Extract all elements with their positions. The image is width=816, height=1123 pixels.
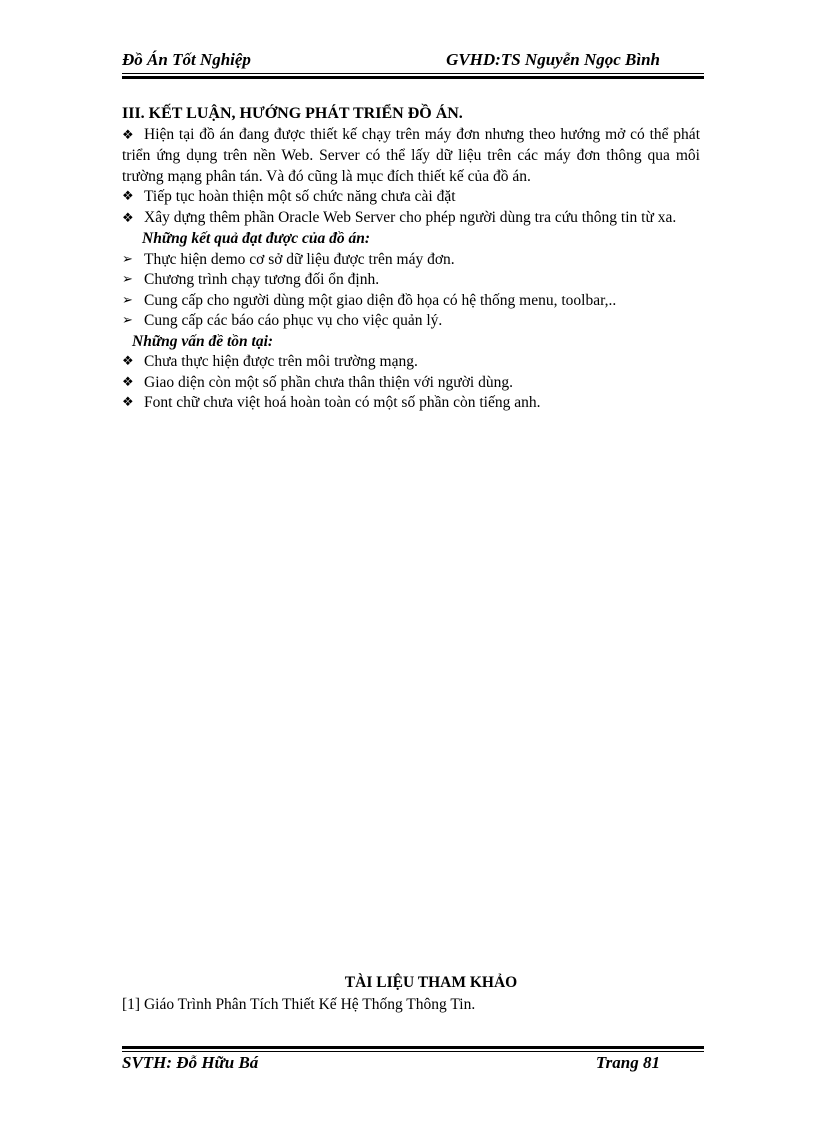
arrow-bullet-icon: ➢	[122, 272, 133, 287]
intro-item	[122, 187, 700, 208]
diamond-bullet-icon: ❖	[122, 354, 134, 369]
issue-item	[122, 352, 700, 373]
main-content	[122, 104, 700, 414]
footer-rule-thick	[122, 1046, 704, 1049]
header-rule-thin	[122, 73, 704, 74]
diamond-bullet-icon: ❖	[122, 127, 134, 143]
arrow-bullet-icon: ➢	[122, 251, 133, 267]
result-item	[122, 311, 700, 332]
result-item-text: Cung cấp cho người dùng một giao diện đồ họa có hệ thống menu, toolbar,..	[144, 291, 617, 309]
diamond-bullet-icon: ❖	[122, 189, 134, 204]
footer-student: SVTH: Đỗ Hữu Bá	[122, 1053, 259, 1072]
page-header	[122, 50, 704, 72]
intro-item-text: Tiếp tục hoàn thiện một số chức năng chưa cài đặt	[144, 188, 456, 205]
result-item-text: Chương trình chạy tương đối ổn định.	[144, 271, 380, 288]
results-heading: Những kết quả đạt được của đồ án:	[142, 230, 370, 247]
issue-item-text: Giao diện còn một số phần chưa thân thiện với người dùng.	[144, 373, 513, 391]
header-project-title: Đồ Án Tốt Nghiệp	[122, 50, 251, 69]
result-item	[122, 250, 700, 271]
section-title: III. KẾT LUẬN, HƯỚNG PHÁT TRIỂN ĐỒ ÁN.	[122, 105, 463, 122]
diamond-bullet-icon: ❖	[122, 210, 134, 226]
diamond-bullet-icon: ❖	[122, 374, 134, 390]
references-section	[122, 972, 700, 1016]
page-footer	[122, 1053, 704, 1075]
result-item	[122, 270, 700, 291]
diamond-bullet-icon: ❖	[122, 395, 134, 410]
issue-item-text: Font chữ chưa việt hoá hoàn toàn có một số phần còn tiếng anh.	[144, 394, 541, 411]
header-rule-thick	[122, 76, 704, 79]
arrow-bullet-icon: ➢	[122, 313, 133, 328]
issues-heading: Những vấn đề tồn tại:	[132, 332, 274, 350]
result-item	[122, 291, 700, 312]
result-item-text: Thực hiện demo cơ sở dữ liệu được trên máy đơn.	[144, 250, 455, 268]
reference-item: [1] Giáo Trình Phân Tích Thiết Kế Hệ Thống Thông Tin.	[122, 996, 476, 1013]
intro-item-text: Hiện tại đồ án đang được thiết kế chạy trên máy đơn nhưng theo hướng mở có thể phát triển ứng dụng trên nền Web. Server có thể lấy dữ liệu trên các máy đơn thông qua môi trường mạng phân tán. Và đó cũng là mục đích thiết kế của đồ án.	[122, 125, 700, 185]
footer-rule-thin	[122, 1051, 704, 1052]
issue-item	[122, 373, 700, 394]
footer-page-number: Trang 81	[595, 1053, 660, 1072]
result-item-text: Cung cấp các báo cáo phục vụ cho việc quản lý.	[144, 312, 443, 329]
issue-item-text: Chưa thực hiện được trên môi trường mạng.	[144, 353, 418, 370]
references-title: TÀI LIỆU THAM KHẢO	[344, 974, 518, 991]
header-supervisor: GVHD:TS Nguyễn Ngọc Bình	[446, 50, 660, 69]
intro-item	[122, 208, 700, 230]
intro-item	[122, 125, 700, 188]
arrow-bullet-icon: ➢	[122, 292, 133, 308]
issue-item	[122, 393, 700, 414]
intro-item-text: Xây dựng thêm phần Oracle Web Server cho phép người dùng tra cứu thông tin từ xa.	[144, 208, 677, 226]
